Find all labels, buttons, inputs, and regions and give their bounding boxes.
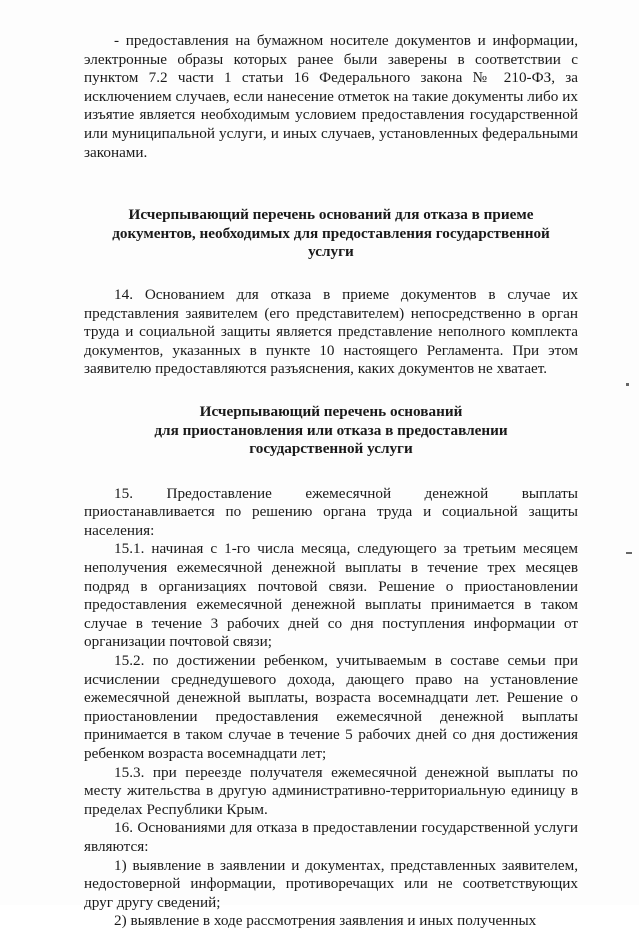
paragraph-16: 16. Основаниями для отказа в предоставлении государственной услуги являются: bbox=[84, 819, 578, 855]
paragraph-15-2: 15.2. по достижении ребенком, учитываемым в составе семьи при исчислении среднедушевого дохода, дающего право на установление ежемесячной денежной выплаты, возраста восемнадцати лет. Решение о приостановлении предоставления ежемесячной денежной выплаты принимается в таком случае в течение 5 рабочих дней со дня достижения ребенком возраста восемнадцати лет; bbox=[84, 652, 578, 762]
heading-line: Исчерпывающий перечень оснований bbox=[199, 402, 463, 420]
paragraph-15: 15. Предоставление ежемесячной денежной выплаты приостанавливается по решению органа труда и социальной защиты населения: bbox=[84, 484, 578, 539]
document-body bbox=[84, 32, 578, 931]
paragraph-15-1: 15.1. начиная с 1-го числа месяца, следующего за третьим месяцем неполучения ежемесячной денежной выплаты в течение трех месяцев подряд в организациях почтовой связи. Решение о приостановлении предоставления ежемесячной денежной выплаты принимается в таком случае в течение 3 рабочих дней со дня поступления информации от организации почтовой связи; bbox=[84, 540, 578, 651]
paragraph-16-item-1: 1) выявление в заявлении и документах, представленных заявителем, недостоверной информации, противоречащих или не соответствующих друг другу сведений; bbox=[84, 856, 578, 911]
heading-line: для приостановления или отказа в предоставлении bbox=[154, 421, 508, 439]
paragraph-14: 14. Основанием для отказа в приеме документов в случае их представления заявителем (его представителем) непосредственно в орган труда и социальной защиты является представление неполного комплекта документов, указанных в пункте 10 настоящего Регламента. При этом заявителю предоставляются разъяснения, каких документов не хватает. bbox=[84, 285, 578, 378]
section-heading-suspension-refusal bbox=[84, 403, 578, 459]
paragraph-16-item-2: 2) выявление в ходе рассмотрения заявления и иных полученных bbox=[114, 912, 537, 930]
section-heading-document-refusal: Исчерпывающий перечень оснований для отказа в приеме документов, необходимых для предоставления государственной услуги bbox=[112, 206, 550, 261]
intro-paragraph: - предоставления на бумажном носителе документов и информации, электронные образы которых ранее были заверены в соответствии с пунктом 7.2 части 1 статьи 16 Федерального закона № 210-ФЗ, за исключением случаев, если нанесение отметок на такие документы либо их изъятие является необходимым условием предоставления государственной или муниципальной услуги, и иных случаев, установленных федеральными законами. bbox=[84, 32, 578, 161]
heading-line: государственной услуги bbox=[249, 440, 413, 458]
scan-mark bbox=[626, 383, 629, 386]
section-2-paragraphs bbox=[84, 485, 578, 931]
scan-mark bbox=[626, 552, 632, 554]
paragraph-15-3: 15.3. при переезде получателя ежемесячной денежной выплаты по месту жительства в другую административно-территориальную единицу в пределах Республики Крым. bbox=[84, 763, 578, 818]
